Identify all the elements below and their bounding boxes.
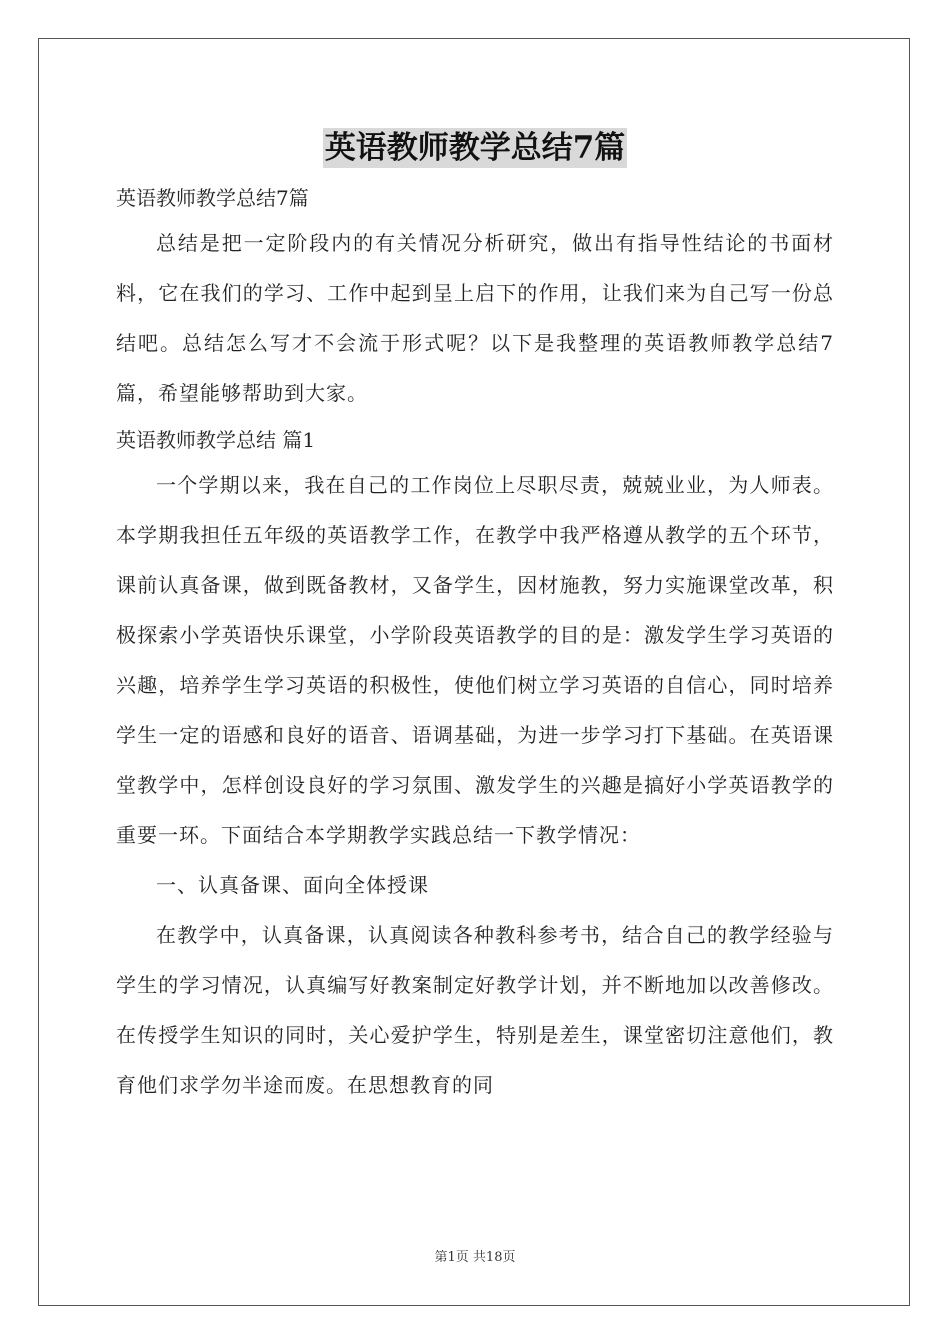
body-paragraph: 在教学中，认真备课，认真阅读各种教科参考书，结合自己的教学经验与学生的学习情况，认真编写好教案制定好教学计划，并不断地加以改善修改。在传授学生知识的同时，关心爱护学生，特别是差生，课堂密切注意他们，教育他们求学勿半途而废。在思想教育的同 <box>116 923 834 1097</box>
intro-paragraph: 总结是把一定阶段内的有关情况分析研究，做出有指导性结论的书面材料，它在我们的学习、工作中起到呈上启下的作用，让我们来为自己写一份总结吧。总结怎么写才不会流于形式呢？以下是我整理的英语教师教学总结7篇，希望能够帮助到大家。 <box>116 231 834 405</box>
title-wrapper <box>116 128 834 172</box>
sub-heading: 一、认真备课、面向全体授课 <box>156 873 429 897</box>
document-subtitle: 英语教师教学总结7篇 <box>116 186 309 210</box>
document-title: 英语教师教学总结7篇 <box>324 130 626 166</box>
section-heading: 英语教师教学总结 篇1 <box>116 428 316 452</box>
page-footer: 第1页 共18页 <box>434 1250 516 1265</box>
document-body <box>116 128 834 1110</box>
body-paragraph: 一个学期以来，我在自己的工作岗位上尽职尽责，兢兢业业，为人师表。本学期我担任五年级的英语教学工作，在教学中我严格遵从教学的五个环节，课前认真备课，做到既备教材，又备学生，因材施教，努力实施课堂改革，积极探索小学英语快乐课堂，小学阶段英语教学的目的是：激发学生学习英语的兴趣，培养学生学习英语的积极性，使他们树立学习英语的自信心，同时培养学生一定的语感和良好的语音、语调基础，为进一步学习打下基础。在英语课堂教学中，怎样创设良好的学习氛围、激发学生的兴趣是搞好小学英语教学的重要一环。下面结合本学期教学实践总结一下教学情况： <box>116 473 834 847</box>
